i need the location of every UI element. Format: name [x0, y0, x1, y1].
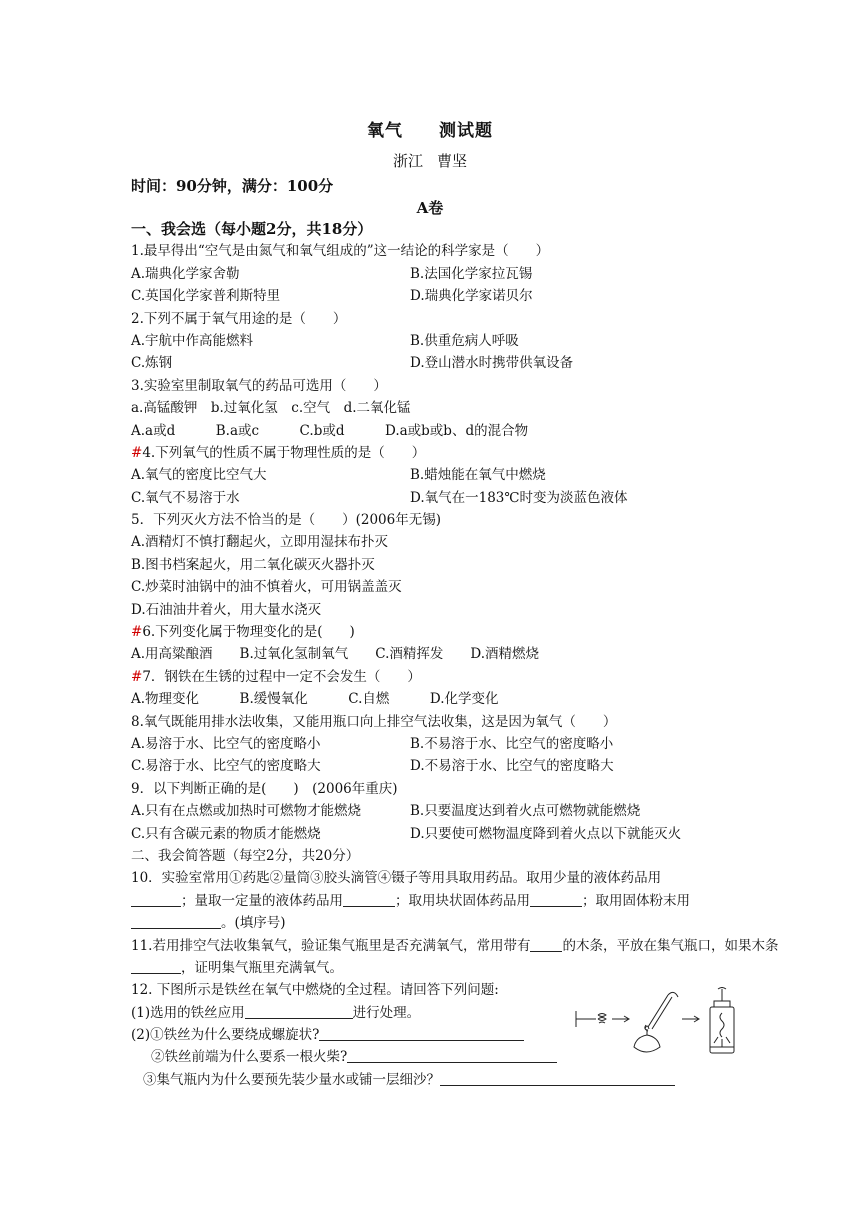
q11-line2 — [131, 957, 731, 979]
section2-heading: 二、我会简答题（每空2分，共20分） — [131, 847, 360, 864]
title-part2: 测试题 — [439, 121, 493, 141]
q7-stem: 7．钢铁在生锈的过程中一定不会发生（ ） — [142, 668, 421, 685]
q7-options: A.物理变化 B.缓慢氧化 C.自燃 D.化学变化 — [131, 691, 499, 708]
author-line — [0, 150, 860, 171]
q11-text-2: 的木条，平放在集气瓶口，如果木条 — [562, 937, 779, 954]
q2-option-a: A.宇航中作高能燃料 — [131, 332, 254, 349]
q10-text-4: ；取用固体粉末用 — [582, 892, 690, 909]
q12-blank-4[interactable] — [440, 1071, 675, 1086]
q12-sub1-text-b: 进行处理。 — [352, 1004, 421, 1021]
q12-sub4 — [131, 1069, 731, 1091]
burning-coil — [720, 1013, 724, 1037]
volume-heading: A卷 — [416, 199, 444, 217]
q8-stem: 8.氧气既能用排水法收集，又能用瓶口向上排空气法收集，这是因为氧气（ ） — [131, 713, 617, 730]
q10-blank-4[interactable] — [131, 914, 221, 929]
q4-option-c: C.氧气不易溶于水 — [131, 489, 240, 506]
q4-row2 — [131, 487, 731, 509]
q7-mark: # — [131, 668, 143, 685]
q4-stem-row — [131, 442, 731, 464]
q2-row1 — [131, 330, 731, 352]
q9-stem: 9．以下判断正确的是( ) (2006年重庆) — [131, 780, 398, 797]
q6-stem: 6.下列变化属于物理变化的是( ) — [142, 624, 355, 641]
q3-items: a.高锰酸钾 b.过氧化氢 c.空气 d.二氧化锰 — [131, 400, 411, 417]
q12-blank-2[interactable] — [319, 1026, 524, 1041]
iron-wire-figure — [568, 987, 748, 1059]
q9-option-a: A.只有在点燃或加热时可燃物才能燃烧 — [131, 803, 362, 820]
q9-option-c: C.只有含碳元素的物质才能燃烧 — [131, 825, 321, 842]
q1-row1 — [131, 263, 731, 285]
q9-option-b: B.只要温度达到着火点可燃物就能燃烧 — [410, 803, 641, 820]
questions — [131, 218, 779, 1091]
q5-option-a: A.酒精灯不慎打翻起火，立即用湿抹布扑灭 — [131, 534, 389, 551]
q12-stem: 12. 下图所示是铁丝在氧气中燃烧的全过程。请回答下列问题: — [131, 982, 499, 999]
author-name: 曹坚 — [437, 152, 468, 170]
q10-line1: 10．实验室常用①药匙②量筒③胶头滴管④镊子等用具取用药品。取用少量的液体药品用 — [131, 870, 662, 887]
q1-option-d: D.瑞典化学家诺贝尔 — [410, 288, 533, 305]
q2-option-c: C.炼钢 — [131, 355, 173, 372]
q2-option-d: D.登山潜水时携带供氧设备 — [410, 355, 574, 372]
q5-option-b: B.图书档案起火，用二氧化碳灭火器扑灭 — [131, 556, 375, 573]
q1-stem: 1.最早得出“空气是由氮气和氧气组成的”这一结论的科学家是（ ） — [131, 243, 550, 260]
q8-option-a: A.易溶于水、比空气的密度略小 — [131, 735, 321, 752]
q11-blank-2[interactable] — [131, 959, 181, 974]
q8-option-c: C.易溶于水、比空气的密度略大 — [131, 758, 321, 775]
q11-line1 — [131, 935, 779, 957]
q4-stem: 4.下列氧气的性质不属于物理性质的是（ ） — [142, 444, 426, 461]
q10-text-2: ；量取一定量的液体药品用 — [181, 892, 343, 909]
q4-option-a: A.氧气的密度比空气大 — [131, 467, 267, 484]
coiled-wire-icon — [598, 1014, 606, 1024]
q12-blank-1[interactable] — [245, 1004, 353, 1019]
q8-row1 — [131, 733, 731, 755]
q10-blank-1[interactable] — [131, 892, 181, 907]
tongs-icon — [648, 995, 672, 1029]
q12-sub3-text: ②铁丝前端为什么要系一根火柴? — [151, 1049, 348, 1066]
q6-options: A.用高粱酿酒 B.过氧化氢制氧气 C.酒精挥发 D.酒精燃烧 — [131, 646, 540, 663]
q11-text-3: ，证明集气瓶里充满氧气。 — [181, 959, 343, 976]
q1-row2 — [131, 285, 731, 307]
title-part1: 氧气 — [367, 121, 403, 141]
q3-options: A.a或d B.a或c C.b或d D.a或b或b、d的混合物 — [131, 422, 529, 439]
q7-stem-row — [131, 666, 731, 688]
q12-sub1-text-a: (1)选用的铁丝应用 — [131, 1004, 245, 1021]
q8-option-b: B.不易溶于水、比空气的密度略小 — [410, 735, 614, 752]
q8-row2 — [131, 755, 731, 777]
q9-row2 — [131, 823, 731, 845]
q5-stem: 5．下列灭火方法不恰当的是（ ）(2006年无锡) — [131, 512, 441, 529]
q10-text-5: 。(填序号) — [221, 915, 286, 932]
q1-option-a: A.瑞典化学家舍勒 — [131, 265, 240, 282]
section1-heading: 一、我会选（每小题2分，共18分） — [131, 220, 373, 238]
q8-option-d: D.不易溶于水、比空气的密度略大 — [410, 758, 614, 775]
time-line: 时间：90分钟，满分：100分 — [131, 177, 334, 195]
q12-sub2-text: (2)①铁丝为什么要绕成螺旋状? — [131, 1027, 320, 1044]
q10-blank-3[interactable] — [530, 892, 582, 907]
q10-text-3: ；取用块状固体药品用 — [395, 892, 530, 909]
q5-option-c: C.炒菜时油锅中的油不慎着火，可用锅盖盖灭 — [131, 579, 402, 596]
q9-option-d: D.只要使可燃物温度降到着火点以下就能灭火 — [410, 825, 682, 842]
q3-stem: 3.实验室里制取氧气的药品可选用（ ） — [131, 377, 387, 394]
q4-mark: # — [131, 444, 143, 461]
q1-option-c: C.英国化学家普利斯特里 — [131, 288, 281, 305]
q11-blank-1[interactable] — [530, 937, 562, 952]
q10-line2 — [131, 890, 731, 912]
q4-option-d: D.氧气在一183℃时变为淡蓝色液体 — [410, 489, 628, 506]
q4-option-b: B.蜡烛能在氧气中燃烧 — [410, 467, 546, 484]
q12-blank-3[interactable] — [347, 1048, 557, 1063]
q6-stem-row — [131, 621, 731, 643]
q11-text-1: 11.若用排空气法收集氧气，验证集气瓶里是否充满氧气，常用带有 — [131, 937, 531, 954]
q2-stem: 2.下列不属于氧气用途的是（ ） — [131, 310, 347, 327]
q2-option-b: B.供重危病人呼吸 — [410, 332, 519, 349]
q12-sub4-text: ③集气瓶内为什么要预先装少量水或铺一层细沙？ — [143, 1071, 440, 1088]
q4-row1 — [131, 464, 731, 486]
q9-row1 — [131, 800, 731, 822]
q10-blank-2[interactable] — [343, 892, 395, 907]
q10-line3 — [131, 912, 731, 934]
author-province: 浙江 — [392, 152, 423, 170]
alcohol-lamp-icon — [634, 1035, 660, 1052]
page-title — [0, 116, 860, 141]
q6-mark: # — [131, 624, 143, 641]
q5-option-d: D.石油油井着火，用大量水浇灭 — [131, 601, 322, 618]
q2-row2 — [131, 352, 731, 374]
q1-option-b: B.法国化学家拉瓦锡 — [410, 265, 533, 282]
